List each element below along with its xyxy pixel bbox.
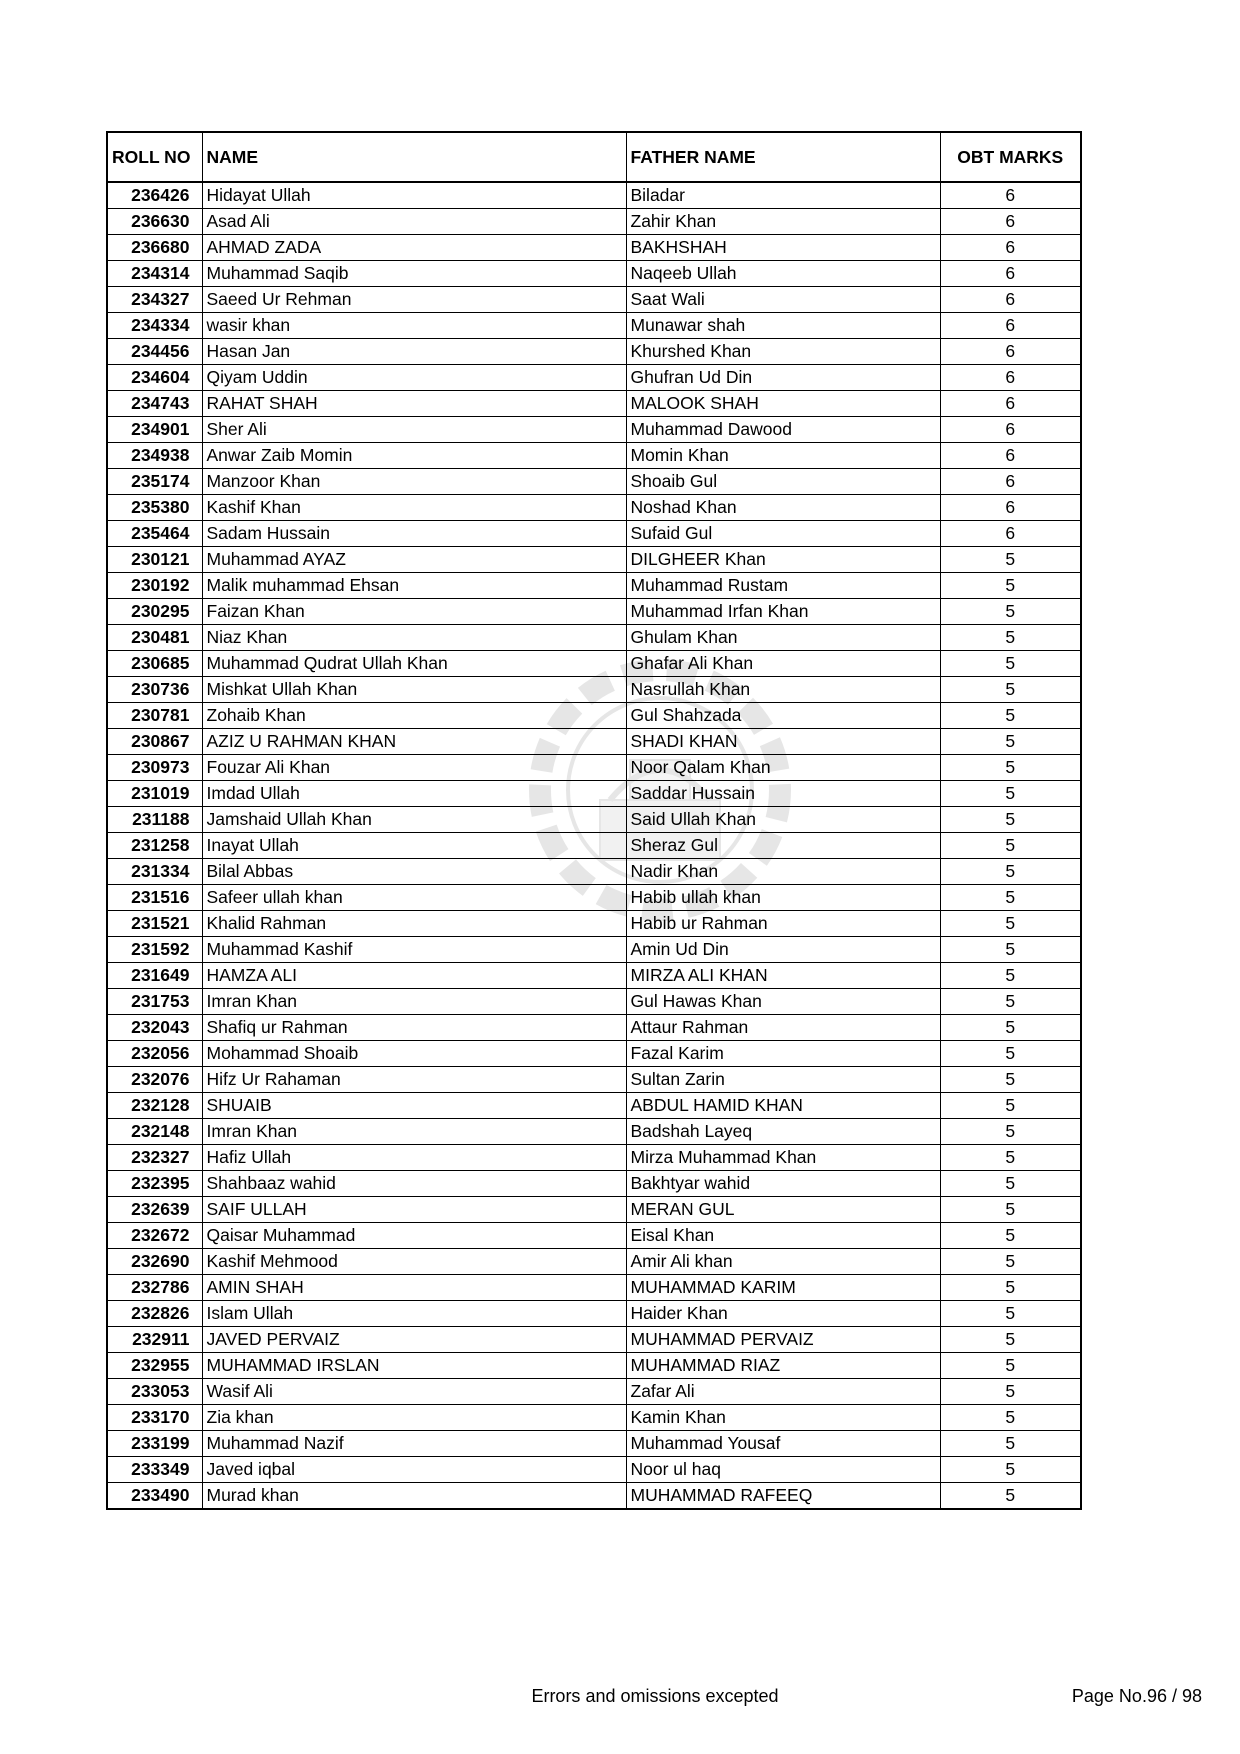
obt-marks-cell: 6 [940,313,1081,339]
name-cell: Anwar Zaib Momin [202,443,626,469]
name-cell: Zia khan [202,1405,626,1431]
father-name-cell: Sufaid Gul [626,521,940,547]
roll-no-cell: 234334 [107,313,202,339]
name-cell: Faizan Khan [202,599,626,625]
father-name-cell: Bakhtyar wahid [626,1171,940,1197]
obt-marks-cell: 5 [940,1197,1081,1223]
obt-marks-cell: 5 [940,1093,1081,1119]
roll-no-cell: 231516 [107,885,202,911]
father-name-cell: Sultan Zarin [626,1067,940,1093]
father-name-cell: Muhammad Rustam [626,573,940,599]
name-cell: Mohammad Shoaib [202,1041,626,1067]
father-name-cell: Fazal Karim [626,1041,940,1067]
father-name-cell: Khurshed Khan [626,339,940,365]
table-row [107,1275,1081,1301]
roll-no-cell: 234604 [107,365,202,391]
table-row [107,1171,1081,1197]
father-name-cell: SHADI KHAN [626,729,940,755]
table-row [107,703,1081,729]
page-number: Page No.96 / 98 [1071,1686,1202,1706]
roll-no-cell: 230685 [107,651,202,677]
father-name-cell: ABDUL HAMID KHAN [626,1093,940,1119]
table-row [107,1223,1081,1249]
obt-marks-cell: 6 [940,235,1081,261]
name-cell: Kashif Mehmood [202,1249,626,1275]
name-cell: Bilal Abbas [202,859,626,885]
table-row [107,599,1081,625]
name-cell: Zohaib Khan [202,703,626,729]
father-name-cell: Muhammad Dawood [626,417,940,443]
father-name-cell: Attaur Rahman [626,1015,940,1041]
header-row [107,132,1081,182]
obt-marks-cell: 5 [940,1119,1081,1145]
father-name-cell: Shoaib Gul [626,469,940,495]
roll-no-cell: 232786 [107,1275,202,1301]
father-name-cell: Zafar Ali [626,1379,940,1405]
table-row [107,1301,1081,1327]
table-row [107,1119,1081,1145]
roll-no-cell: 236426 [107,182,202,209]
obt-marks-cell: 6 [940,287,1081,313]
table-row [107,807,1081,833]
table-row [107,625,1081,651]
name-cell: Jamshaid Ullah Khan [202,807,626,833]
roll-no-cell: 234901 [107,417,202,443]
table-row [107,391,1081,417]
obt-marks-cell: 5 [940,625,1081,651]
roll-no-cell: 230121 [107,547,202,573]
father-name-cell: Ghulam Khan [626,625,940,651]
father-name-cell: Gul Shahzada [626,703,940,729]
name-cell: Qiyam Uddin [202,365,626,391]
roll-no-cell: 232128 [107,1093,202,1119]
father-name-cell: Noor ul haq [626,1457,940,1483]
obt-marks-cell: 5 [940,1223,1081,1249]
roll-no-cell: 234938 [107,443,202,469]
roll-no-cell: 233349 [107,1457,202,1483]
obt-marks-cell: 6 [940,182,1081,209]
name-cell: Mishkat Ullah Khan [202,677,626,703]
obt-marks-cell: 5 [940,1275,1081,1301]
name-cell: Hasan Jan [202,339,626,365]
roll-no-cell: 234314 [107,261,202,287]
obt-marks-cell: 5 [940,1483,1081,1510]
obt-marks-cell: 5 [940,1145,1081,1171]
roll-no-cell: 232911 [107,1327,202,1353]
name-cell: wasir khan [202,313,626,339]
roll-no-cell: 233170 [107,1405,202,1431]
father-name-cell: MIRZA ALI KHAN [626,963,940,989]
name-cell: RAHAT SHAH [202,391,626,417]
roll-no-cell: 232672 [107,1223,202,1249]
father-name-cell: Mirza Muhammad Khan [626,1145,940,1171]
table-row [107,1431,1081,1457]
obt-marks-cell: 5 [940,963,1081,989]
name-cell: Sher Ali [202,417,626,443]
obt-marks-cell: 5 [940,599,1081,625]
table-row [107,1405,1081,1431]
father-name-cell: Noor Qalam Khan [626,755,940,781]
obt-marks-cell: 6 [940,417,1081,443]
obt-marks-cell: 6 [940,339,1081,365]
name-cell: Muhammad Qudrat Ullah Khan [202,651,626,677]
obt-marks-cell: 5 [940,859,1081,885]
footer-note: Errors and omissions excepted [531,1686,779,1706]
name-cell: Hafiz Ullah [202,1145,626,1171]
obt-marks-cell: 5 [940,729,1081,755]
table-row [107,937,1081,963]
roll-no-cell: 232955 [107,1353,202,1379]
table-row [107,1249,1081,1275]
obt-marks-cell: 5 [940,1353,1081,1379]
roll-no-cell: 230192 [107,573,202,599]
roll-no-cell: 230736 [107,677,202,703]
obt-marks-cell: 5 [940,1457,1081,1483]
table-row [107,1483,1081,1510]
obt-marks-cell: 5 [940,911,1081,937]
obt-marks-cell: 6 [940,521,1081,547]
obt-marks-cell: 5 [940,1379,1081,1405]
roll-no-cell: 232043 [107,1015,202,1041]
table-row [107,1145,1081,1171]
results-table [106,131,1082,1510]
obt-marks-cell: 5 [940,885,1081,911]
father-name-cell: Biladar [626,182,940,209]
obt-marks-cell: 5 [940,989,1081,1015]
name-cell: Muhammad AYAZ [202,547,626,573]
father-name-cell: Amin Ud Din [626,937,940,963]
name-cell: Niaz Khan [202,625,626,651]
name-cell: Imran Khan [202,1119,626,1145]
table-row [107,963,1081,989]
name-cell: Sadam Hussain [202,521,626,547]
table-row [107,1457,1081,1483]
roll-no-cell: 234456 [107,339,202,365]
father-name-cell: MERAN GUL [626,1197,940,1223]
obt-marks-cell: 5 [940,1301,1081,1327]
name-cell: Fouzar Ali Khan [202,755,626,781]
father-name-cell: MUHAMMAD RIAZ [626,1353,940,1379]
name-cell: Muhammad Kashif [202,937,626,963]
table-row [107,209,1081,235]
father-name-cell: Kamin Khan [626,1405,940,1431]
obt-marks-cell: 6 [940,443,1081,469]
name-cell: HAMZA ALI [202,963,626,989]
roll-no-cell: 232639 [107,1197,202,1223]
obt-marks-cell: 5 [940,1405,1081,1431]
roll-no-cell: 235464 [107,521,202,547]
table-row [107,261,1081,287]
father-name-cell: Sheraz Gul [626,833,940,859]
name-cell: Murad khan [202,1483,626,1510]
header-roll-no: ROLL NO [107,132,202,182]
table-row [107,313,1081,339]
obt-marks-cell: 5 [940,1015,1081,1041]
roll-no-cell: 231334 [107,859,202,885]
name-cell: Manzoor Khan [202,469,626,495]
name-cell: Khalid Rahman [202,911,626,937]
obt-marks-cell: 5 [940,1249,1081,1275]
header-father-name: FATHER NAME [626,132,940,182]
roll-no-cell: 230867 [107,729,202,755]
roll-no-cell: 236680 [107,235,202,261]
father-name-cell: Gul Hawas Khan [626,989,940,1015]
table-row [107,1197,1081,1223]
table-row [107,651,1081,677]
table-row [107,859,1081,885]
father-name-cell: Saddar Hussain [626,781,940,807]
roll-no-cell: 235380 [107,495,202,521]
table-row [107,235,1081,261]
name-cell: Kashif Khan [202,495,626,521]
father-name-cell: MUHAMMAD RAFEEQ [626,1483,940,1510]
name-cell: Muhammad Saqib [202,261,626,287]
name-cell: Shahbaaz wahid [202,1171,626,1197]
father-name-cell: BAKHSHAH [626,235,940,261]
obt-marks-cell: 5 [940,573,1081,599]
name-cell: Muhammad Nazif [202,1431,626,1457]
table-row [107,833,1081,859]
father-name-cell: Habib ullah khan [626,885,940,911]
father-name-cell: Naqeeb Ullah [626,261,940,287]
roll-no-cell: 231521 [107,911,202,937]
table-row [107,417,1081,443]
father-name-cell: MUHAMMAD PERVAIZ [626,1327,940,1353]
table-row [107,1379,1081,1405]
name-cell: AZIZ U RAHMAN KHAN [202,729,626,755]
obt-marks-cell: 6 [940,209,1081,235]
name-cell: JAVED PERVAIZ [202,1327,626,1353]
obt-marks-cell: 5 [940,1431,1081,1457]
father-name-cell: DILGHEER Khan [626,547,940,573]
name-cell: Saeed Ur Rehman [202,287,626,313]
roll-no-cell: 232327 [107,1145,202,1171]
obt-marks-cell: 6 [940,365,1081,391]
roll-no-cell: 231753 [107,989,202,1015]
father-name-cell: Saat Wali [626,287,940,313]
father-name-cell: Nadir Khan [626,859,940,885]
father-name-cell: Habib ur Rahman [626,911,940,937]
roll-no-cell: 230295 [107,599,202,625]
name-cell: SHUAIB [202,1093,626,1119]
roll-no-cell: 231019 [107,781,202,807]
header-name: NAME [202,132,626,182]
father-name-cell: Ghufran Ud Din [626,365,940,391]
roll-no-cell: 233199 [107,1431,202,1457]
roll-no-cell: 231592 [107,937,202,963]
name-cell: AMIN SHAH [202,1275,626,1301]
table-row [107,365,1081,391]
father-name-cell: Eisal Khan [626,1223,940,1249]
table-row [107,1353,1081,1379]
obt-marks-cell: 5 [940,937,1081,963]
roll-no-cell: 234743 [107,391,202,417]
table-row [107,1093,1081,1119]
obt-marks-cell: 5 [940,547,1081,573]
father-name-cell: Said Ullah Khan [626,807,940,833]
obt-marks-cell: 5 [940,1041,1081,1067]
table-row [107,495,1081,521]
father-name-cell: Haider Khan [626,1301,940,1327]
obt-marks-cell: 5 [940,833,1081,859]
roll-no-cell: 232690 [107,1249,202,1275]
obt-marks-cell: 5 [940,651,1081,677]
father-name-cell: Zahir Khan [626,209,940,235]
obt-marks-cell: 5 [940,1171,1081,1197]
name-cell: Qaisar Muhammad [202,1223,626,1249]
roll-no-cell: 232056 [107,1041,202,1067]
roll-no-cell: 236630 [107,209,202,235]
father-name-cell: Muhammad Irfan Khan [626,599,940,625]
table-row [107,443,1081,469]
table-row [107,469,1081,495]
table-body [107,182,1081,1509]
roll-no-cell: 234327 [107,287,202,313]
roll-no-cell: 233490 [107,1483,202,1510]
father-name-cell: MUHAMMAD KARIM [626,1275,940,1301]
roll-no-cell: 231649 [107,963,202,989]
table-row [107,885,1081,911]
obt-marks-cell: 6 [940,495,1081,521]
name-cell: Safeer ullah khan [202,885,626,911]
father-name-cell: Muhammad Yousaf [626,1431,940,1457]
roll-no-cell: 231188 [107,807,202,833]
obt-marks-cell: 5 [940,781,1081,807]
roll-no-cell: 232826 [107,1301,202,1327]
father-name-cell: Badshah Layeq [626,1119,940,1145]
header-obt-marks: OBT MARKS [940,132,1081,182]
roll-no-cell: 230781 [107,703,202,729]
table-row [107,989,1081,1015]
name-cell: Hifz Ur Rahaman [202,1067,626,1093]
name-cell: Islam Ullah [202,1301,626,1327]
roll-no-cell: 231258 [107,833,202,859]
name-cell: Shafiq ur Rahman [202,1015,626,1041]
roll-no-cell: 230481 [107,625,202,651]
table-row [107,339,1081,365]
table-row [107,573,1081,599]
table-row [107,287,1081,313]
obt-marks-cell: 5 [940,755,1081,781]
name-cell: Imdad Ullah [202,781,626,807]
table-row [107,1041,1081,1067]
name-cell: Javed iqbal [202,1457,626,1483]
name-cell: Inayat Ullah [202,833,626,859]
table-row [107,1015,1081,1041]
table-row [107,1067,1081,1093]
roll-no-cell: 232076 [107,1067,202,1093]
table-row [107,547,1081,573]
table-row [107,781,1081,807]
table-row [107,729,1081,755]
name-cell: SAIF ULLAH [202,1197,626,1223]
table-row [107,911,1081,937]
father-name-cell: Nasrullah Khan [626,677,940,703]
obt-marks-cell: 5 [940,1067,1081,1093]
roll-no-cell: 232395 [107,1171,202,1197]
name-cell: Imran Khan [202,989,626,1015]
father-name-cell: Ghafar Ali Khan [626,651,940,677]
table-row [107,182,1081,209]
obt-marks-cell: 5 [940,1327,1081,1353]
table-row [107,755,1081,781]
obt-marks-cell: 6 [940,391,1081,417]
father-name-cell: MALOOK SHAH [626,391,940,417]
father-name-cell: Amir Ali khan [626,1249,940,1275]
father-name-cell: Noshad Khan [626,495,940,521]
obt-marks-cell: 6 [940,469,1081,495]
father-name-cell: Momin Khan [626,443,940,469]
name-cell: Malik muhammad Ehsan [202,573,626,599]
name-cell: AHMAD ZADA [202,235,626,261]
table-row [107,677,1081,703]
name-cell: Wasif Ali [202,1379,626,1405]
obt-marks-cell: 5 [940,807,1081,833]
roll-no-cell: 230973 [107,755,202,781]
name-cell: MUHAMMAD IRSLAN [202,1353,626,1379]
name-cell: Asad Ali [202,209,626,235]
roll-no-cell: 235174 [107,469,202,495]
name-cell: Hidayat Ullah [202,182,626,209]
father-name-cell: Munawar shah [626,313,940,339]
table-row [107,521,1081,547]
obt-marks-cell: 5 [940,703,1081,729]
obt-marks-cell: 5 [940,677,1081,703]
obt-marks-cell: 6 [940,261,1081,287]
roll-no-cell: 233053 [107,1379,202,1405]
roll-no-cell: 232148 [107,1119,202,1145]
table-row [107,1327,1081,1353]
